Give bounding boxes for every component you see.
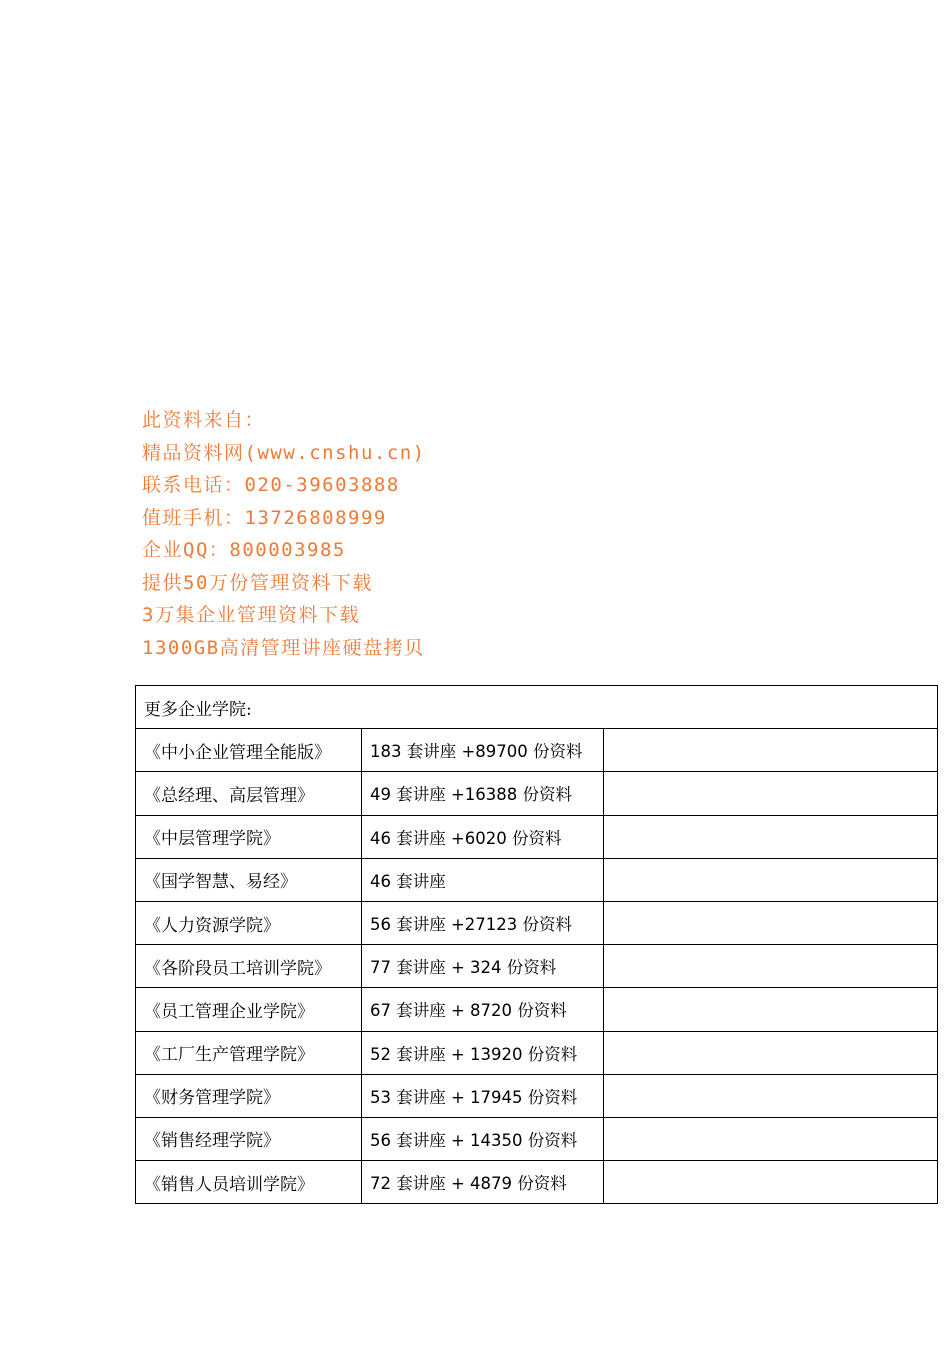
table-row (136, 729, 938, 772)
academy-name: 《销售经理学院》 (136, 1117, 362, 1160)
academy-content: 53 套讲座 + 17945 份资料 (362, 1074, 604, 1117)
promo-offer-line-2: 3万集企业管理资料下载 (142, 604, 360, 626)
academy-content: 46 套讲座 (362, 858, 604, 901)
academy-content: 52 套讲座 + 13920 份资料 (362, 1031, 604, 1074)
academy-name: 《人力资源学院》 (136, 901, 362, 944)
academy-extra (604, 988, 938, 1031)
academy-name: 《中小企业管理全能版》 (136, 729, 362, 772)
academy-name: 《员工管理企业学院》 (136, 988, 362, 1031)
promo-phone-line: 联系电话：020-39603888 (142, 474, 400, 496)
table-row (136, 1117, 938, 1160)
promo-offer-line-3: 1300GB高清管理讲座硬盘拷贝 (142, 636, 425, 659)
academy-content: 49 套讲座 +16388 份资料 (362, 772, 604, 815)
academy-table (135, 685, 938, 1204)
table-row (136, 772, 938, 815)
table-header: 更多企业学院: (136, 686, 938, 729)
table-row (136, 1031, 938, 1074)
academy-name: 《各阶段员工培训学院》 (136, 945, 362, 988)
academy-content: 183 套讲座 +89700 份资料 (362, 729, 604, 772)
promo-block (142, 404, 562, 664)
promo-site-line: 精品资料网(www.cnshu.cn) (142, 441, 426, 464)
table-row (136, 1161, 938, 1204)
table-row (136, 1074, 938, 1117)
academy-extra (604, 901, 938, 944)
table-header-row (136, 686, 938, 729)
academy-name: 《总经理、高层管理》 (136, 772, 362, 815)
academy-extra (604, 1161, 938, 1204)
academy-name: 《工厂生产管理学院》 (136, 1031, 362, 1074)
academy-extra (604, 772, 938, 815)
academy-content: 56 套讲座 +27123 份资料 (362, 901, 604, 944)
academy-name: 《中层管理学院》 (136, 815, 362, 858)
academy-extra (604, 1074, 938, 1117)
table-row (136, 901, 938, 944)
academy-name: 《销售人员培训学院》 (136, 1161, 362, 1204)
table-row (136, 858, 938, 901)
academy-name: 《财务管理学院》 (136, 1074, 362, 1117)
academy-extra (604, 815, 938, 858)
table-row (136, 945, 938, 988)
academy-name: 《国学智慧、易经》 (136, 858, 362, 901)
promo-offer-line-1: 提供50万份管理资料下载 (142, 571, 373, 594)
promo-qq-line: 企业QQ：800003985 (142, 539, 346, 561)
academy-extra (604, 729, 938, 772)
table-row (136, 988, 938, 1031)
table-row (136, 815, 938, 858)
academy-extra (604, 1117, 938, 1160)
academy-content: 77 套讲座 + 324 份资料 (362, 945, 604, 988)
academy-content: 46 套讲座 +6020 份资料 (362, 815, 604, 858)
academy-content: 67 套讲座 + 8720 份资料 (362, 988, 604, 1031)
academy-extra (604, 945, 938, 988)
academy-content: 72 套讲座 + 4879 份资料 (362, 1161, 604, 1204)
academy-extra (604, 858, 938, 901)
promo-source-line: 此资料来自： (142, 409, 266, 431)
promo-mobile-line: 值班手机：13726808999 (142, 506, 387, 529)
academy-content: 56 套讲座 + 14350 份资料 (362, 1117, 604, 1160)
academy-extra (604, 1031, 938, 1074)
